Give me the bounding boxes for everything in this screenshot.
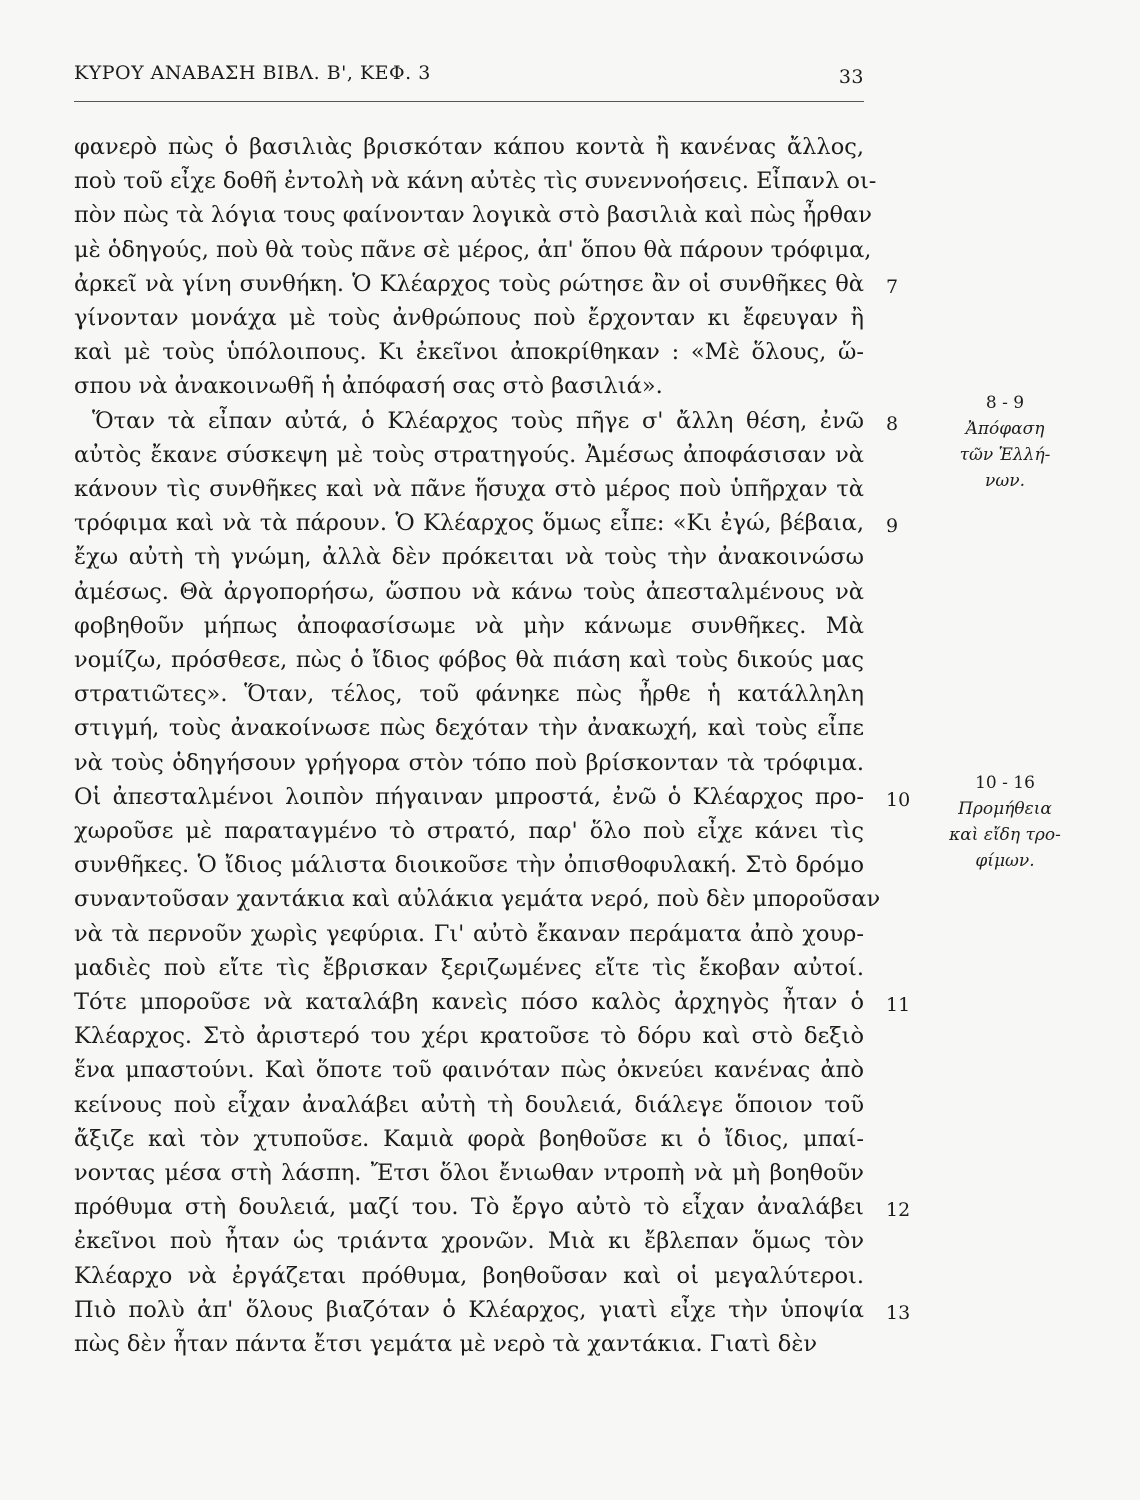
section-number: 7	[886, 275, 899, 298]
text-line: Ὅταν τὰ εἶπαν αὐτά, ὁ Κλέαρχος τοὺς πῆγε σ' ἄλλη θέση, ἐνῶ	[92, 407, 864, 434]
margin-note-line: Προμήθεια	[958, 799, 1052, 819]
margin-note-range: 8 - 9	[985, 393, 1025, 413]
text-line: κείνους ποὺ εἶχαν ἀναλάβει αὐτὴ τὴ δουλειά, διάλεγε ὅποιον τοῦ	[74, 1091, 864, 1118]
text-line: καὶ μὲ τοὺς ὑπόλοιπους. Κι ἐκεῖνοι ἀποκρίθηκαν : «Μὲ ὅλους, ὥ-	[74, 339, 864, 366]
margin-note-line: φίμων.	[975, 851, 1035, 871]
text-line: αὐτὸς ἔκανε σύσκεψη μὲ τοὺς στρατηγούς. Ἀμέσως ἀποφάσισαν νὰ	[74, 441, 864, 468]
text-line: Πιὸ πολὺ ἀπ' ὅλους βιαζόταν ὁ Κλέαρχος, γιατὶ εἶχε τὴν ὑποψία	[74, 1296, 864, 1323]
margin-note-range: 10 - 16	[975, 773, 1035, 793]
text-line: ἀμέσως. Θὰ ἀργοπορήσω, ὥσπου νὰ κάνω τοὺς ἀπεσταλμένους νὰ	[74, 578, 864, 605]
text-line: συνθῆκες. Ὁ ἴδιος μάλιστα διοικοῦσε τὴν ὀπισθοφυλακή. Στὸ δρόμο	[74, 852, 864, 879]
text-line: κάνουν τὶς συνθῆκες καὶ νὰ πᾶνε ἥσυχα στὸ μέρος ποὺ ὑπῆρχαν τὰ	[74, 476, 864, 502]
text-line: χωροῦσε μὲ παραταγμένο τὸ στρατό, παρ' ὅλο ποὺ εἶχε κάνει τὶς	[74, 818, 864, 844]
section-number: 10	[886, 788, 911, 811]
text-line: πὼς δὲν ἦταν πάντα ἔτσι γεμάτα μὲ νερὸ τὰ χαντάκια. Γιατὶ δὲν	[74, 1331, 818, 1357]
text-line: ἕνα μπαστούνι. Καὶ ὅποτε τοῦ φαινόταν πὼς ὀκνεύει κανένας ἀπὸ	[74, 1057, 864, 1084]
text-line: ἔχω αὐτὴ τὴ γνώμη, ἀλλὰ δὲν πρόκειται νὰ τοὺς τὴν ἀνακοινώσω	[74, 544, 864, 571]
text-line: φοβηθοῦν μήπως ἀποφασίσωμε νὰ μὴν κάνωμε συνθῆκες. Μὰ	[74, 612, 864, 639]
section-number: 8	[886, 412, 899, 435]
text-line: στιγμή, τοὺς ἀνακοίνωσε πὼς δεχόταν τὴν ἀνακωχή, καὶ τοὺς εἶπε	[74, 715, 864, 742]
section-number: 9	[886, 515, 899, 538]
text-line: νοντας μέσα στὴ λάσπη. Ἔτσι ὅλοι ἔνιωθαν ντροπὴ νὰ μὴ βοηθοῦν	[74, 1160, 864, 1186]
text-line: σπου νὰ ἀνακοινωθῆ ἡ ἀπόφασή σας στὸ βασιλιά».	[74, 373, 663, 400]
text-line: νομίζω, πρόσθεσε, πὼς ὁ ἴδιος φόβος θὰ πιάση καὶ τοὺς δικούς μας	[74, 647, 864, 673]
text-line: γίνονταν μονάχα μὲ τοὺς ἀνθρώπους ποὺ ἔρχονταν κι ἔφευγαν ἢ	[74, 305, 864, 331]
text-line: ἀρκεῖ νὰ γίνη συνθήκη. Ὁ Κλέαρχος τοὺς ρώτησε ἂν οἱ συνθῆκες θὰ	[74, 270, 864, 297]
text-line: Τότε μποροῦσε νὰ καταλάβη κανεὶς πόσο καλὸς ἀρχηγὸς ἦταν ὁ	[74, 989, 864, 1015]
text-line: Οἱ ἀπεσταλμένοι λοιπὸν πήγαιναν μπροστά, ἐνῶ ὁ Κλέαρχος προ-	[74, 783, 864, 810]
margin-note-2	[930, 770, 1080, 874]
text-line: ποὺ τοῦ εἶχε δοθῆ ἐντολὴ νὰ κάνη αὐτὲς τὶς συνεννοήσεις. Εἶπανλ οι-	[74, 168, 877, 195]
text-line: τρόφιμα καὶ νὰ τὰ πάρουν. Ὁ Κλέαρχος ὅμως εἶπε: «Κι ἐγώ, βέβαια,	[74, 510, 864, 537]
header-rule	[74, 101, 864, 102]
text-line: Κλέαρχο νὰ ἐργάζεται πρόθυμα, βοηθοῦσαν καὶ οἱ μεγαλύτεροι.	[74, 1262, 864, 1289]
margin-note-line: νων.	[985, 471, 1025, 491]
section-number: 12	[886, 1199, 911, 1222]
text-line: νὰ τοὺς ὁδηγήσουν γρήγορα στὸν τόπο ποὺ βρίσκονταν τὰ τρόφιμα.	[74, 749, 864, 776]
text-line: Κλέαρχος. Στὸ ἀριστερό του χέρι κρατοῦσε τὸ δόρυ καὶ στὸ δεξιὸ	[74, 1023, 864, 1050]
text-line: ἐκεῖνοι ποὺ ἦταν ὡς τριάντα χρονῶν. Μιὰ κι ἔβλεπαν ὅμως τὸν	[74, 1228, 864, 1255]
margin-note-1	[930, 390, 1080, 494]
text-line: στρατιῶτες». Ὅταν, τέλος, τοῦ φάνηκε πὼς ἦρθε ἡ κατάλληλη	[74, 681, 864, 708]
text-line: φανερὸ πὼς ὁ βασιλιὰς βρισκόταν κάπου κοντὰ ἢ κανένας ἄλλος,	[74, 134, 864, 160]
section-number: 11	[886, 994, 911, 1016]
margin-note-line: καὶ εἴδη τρο-	[949, 825, 1061, 845]
text-line: συναντοῦσαν χαντάκια καὶ αὐλάκια γεμάτα νερό, ποὺ δὲν μποροῦσαν	[74, 886, 881, 913]
text-line: ἄξιζε καὶ τὸν χτυποῦσε. Καμιὰ φορὰ βοηθοῦσε κι ὁ ἴδιος, μπαί-	[74, 1125, 864, 1152]
text-line: πρόθυμα στὴ δουλειά, μαζί του. Τὸ ἔργο αὐτὸ τὸ εἶχαν ἀναλάβει	[74, 1194, 864, 1221]
margin-note-line: Ἀπόφαση	[965, 419, 1045, 439]
section-number: 13	[886, 1301, 911, 1324]
text-line: μὲ ὁδηγούς, ποὺ θὰ τοὺς πᾶνε σὲ μέρος, ἀπ' ὅπου θὰ πάρουν τρόφιμα,	[74, 236, 872, 263]
text-line: νὰ τὰ περνοῦν χωρὶς γεφύρια. Γι' αὐτὸ ἔκαναν περάματα ἀπὸ χουρ-	[74, 920, 864, 947]
header-title: ΚΥΡΟΥ ΑΝΑΒΑΣΗ ΒΙΒΛ. Β', ΚΕΦ. 3	[74, 62, 431, 84]
margin-note-line: τῶν Ἑλλή-	[959, 445, 1051, 465]
page-number: 33	[838, 66, 864, 88]
text-line: πὸν πὼς τὰ λόγια τους φαίνονταν λογικὰ στὸ βασιλιὰ καὶ πὼς ἦρθαν	[74, 202, 872, 229]
text-line: μαδιὲς ποὺ εἴτε τὶς ἔβρισκαν ξεριζωμένες εἴτε τὶς ἔκοβαν αὐτοί.	[74, 954, 864, 981]
